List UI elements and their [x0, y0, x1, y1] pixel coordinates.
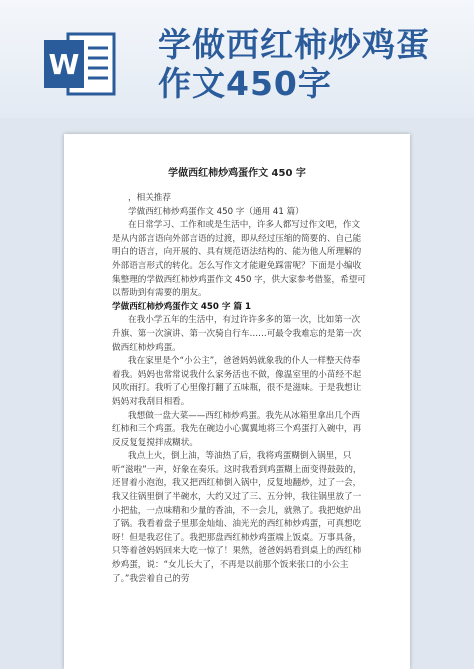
paragraph: 在日常学习、工作和或是生活中，许多人都写过作文吧，作文是从内部言语向外部言语的过渡，即从经过压缩的简要的、自己能明白的语言，向开展的、具有规范语法结构的、能为他人所理解的外部语言形式的转化。怎么写作文才能避免踩雷呢？下面是小编收集整理的学做西红柿炒鸡蛋作文 450 字，供大家参考借鉴，希望可以帮助到有需要的朋友。: [112, 220, 366, 299]
paragraph: 学做西红柿炒鸡蛋作文 450 字（通用 41 篇）: [128, 206, 304, 217]
section-heading: 学做西红柿炒鸡蛋作文 450 字 篇 1: [112, 301, 252, 312]
paragraph: 我点上火，倒上油，等油热了后，我将鸡蛋糊倒入锅里，只听“滋啦”一声，好象在奏乐。这时我看到鸡蛋糊上面变得鼓鼓的，还冒着小泡泡，我又把西红柿倒入锅中，反复地翻炒，过了一会，我又往锅里倒了半碗水，大约又过了三、五分钟，我往锅里放了一小把盐，一点味精和少量的香油，不一会儿，就熟了。我把炮炉出了锅。我看着盘子里那金灿灿、油光光的西红柿炒鸡蛋，可真想吃呀！但是我忍住了。我把那盘西红柿炒鸡蛋端上饭桌。万事具备，只等着爸妈妈回来大吃一惊了！果然，爸爸妈妈看到桌上的西红柿炒鸡蛋，说：“女儿长大了，不再是以前那个饭来张口的小公主了。”我尝着自己的劳: [112, 451, 362, 584]
document-body: [112, 192, 366, 586]
banner-title-line-1: 学做西红柿炒鸡蛋: [158, 25, 430, 64]
banner-title-line-2: 作文450字: [158, 64, 332, 103]
paragraph: ，相关推荐: [128, 193, 171, 203]
document-title: 学做西红柿炒鸡蛋作文 450 字: [168, 168, 306, 179]
word-document-icon: [40, 28, 120, 100]
paragraph: 我在家里是个“小公主”，爸爸妈妈就象我的仆人一样整天侍奉着我。妈妈也常常说我什么家务活也不做，像温室里的小苗经不起风吹雨打。我听了心里像打翻了五味瓶，很不是滋味。于是我想让妈妈对我刮目相看。: [112, 356, 362, 407]
banner: [0, 0, 474, 118]
logo-letter: W: [48, 48, 80, 81]
paragraph: 在我小学五年的生活中，有过许许多多的第一次，比如第一次升旗、第一次演讲、第一次骑自行车……可最令我难忘的是第一次做西红柿炒鸡蛋。: [112, 315, 362, 353]
document-page: [64, 134, 410, 669]
paragraph: 我想做一盘大菜——西红柿炒鸡蛋。我先从冰箱里拿出几个西红柿和三个鸡蛋。我先在碗边小心翼翼地将三个鸡蛋打入碗中，再反反复复搅拌成糊状。: [112, 410, 362, 448]
